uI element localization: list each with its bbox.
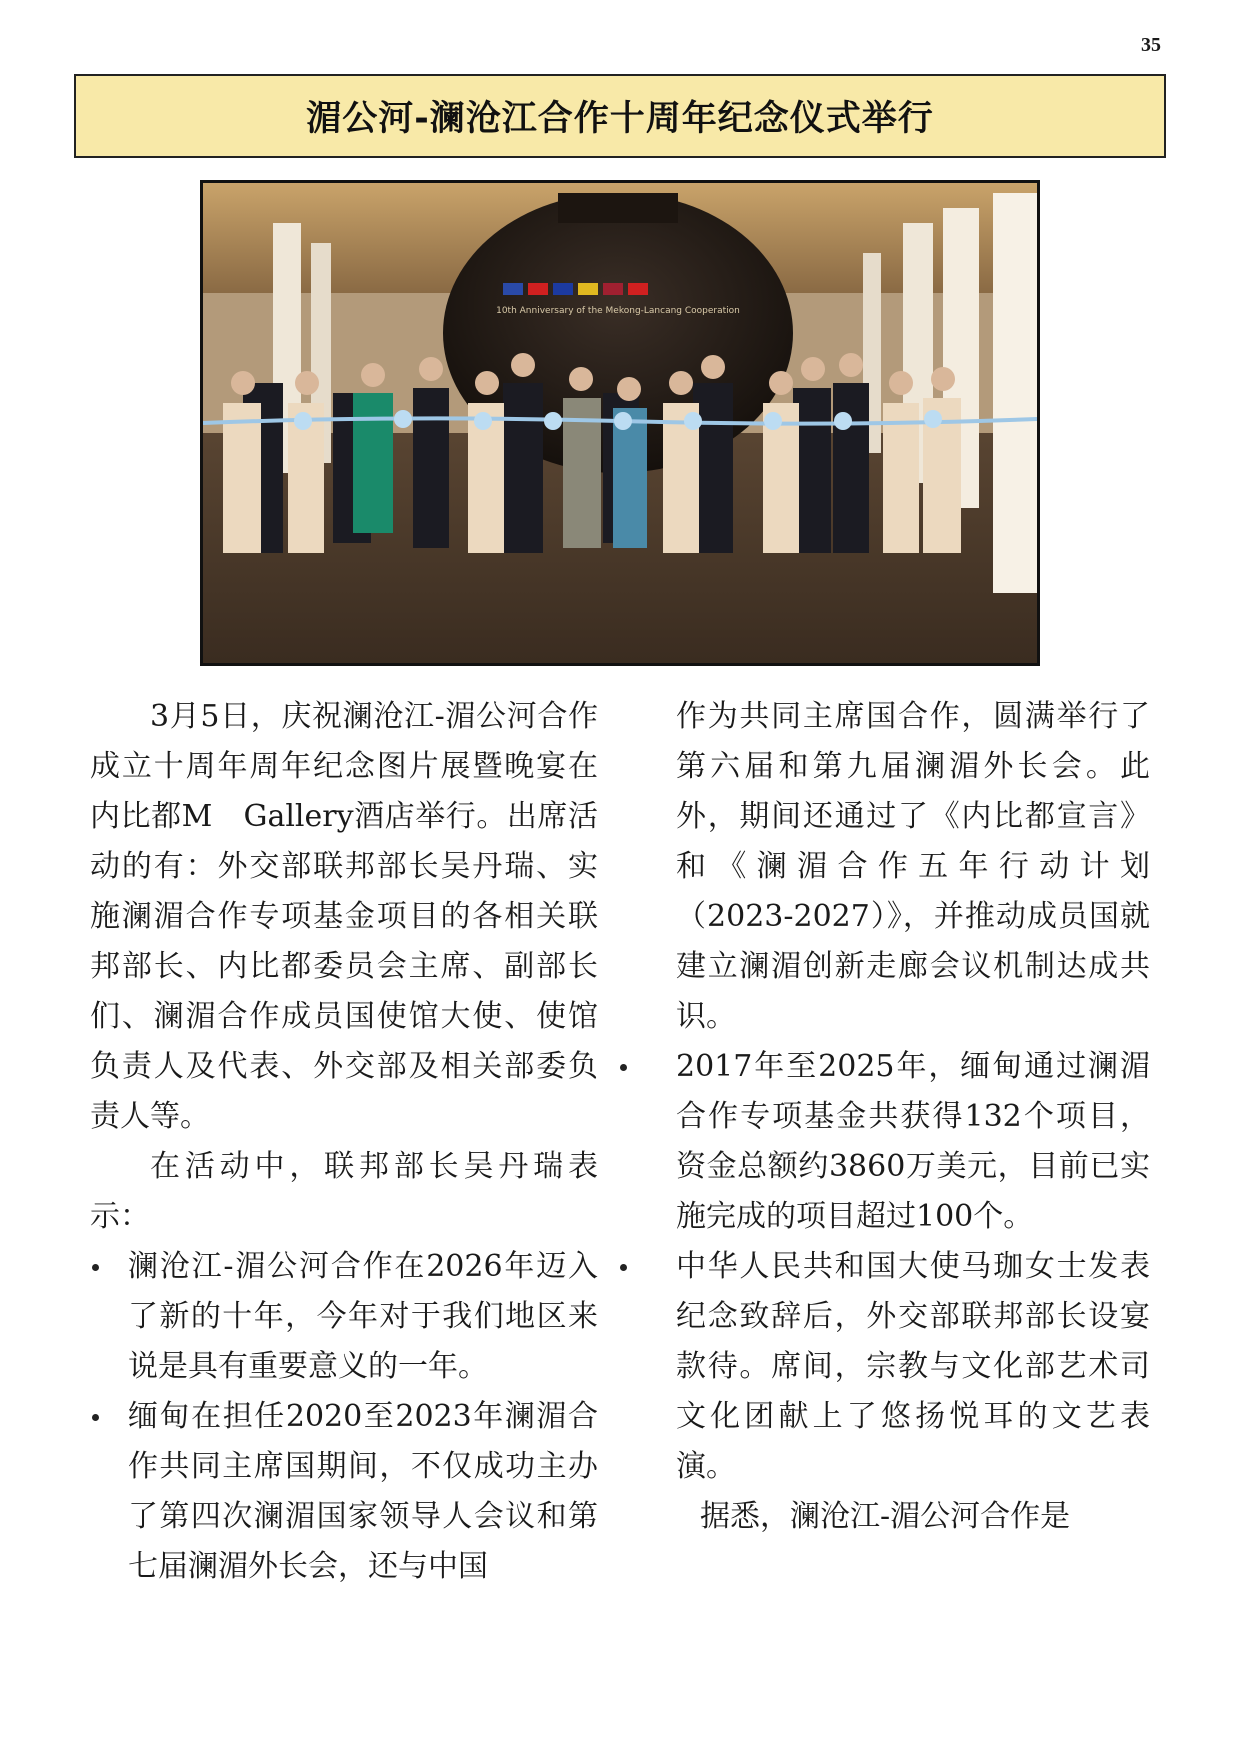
ribbon-cutting-scene xyxy=(203,183,1037,663)
right-column xyxy=(640,692,1150,1542)
event-photo xyxy=(200,180,1040,666)
statement-intro: 在活动中，联邦部长吴丹瑞表示： xyxy=(90,1149,598,1234)
intro-paragraph: 3月5日，庆祝澜沧江-湄公河合作成立十周年周年纪念图片展暨晚宴在内比都M Gallery酒店举行。出席活动的有：外交部联邦部长吴丹瑞、实施澜湄合作专项基金项目的各相关联邦部长、内比都委员会主席、副部长们、澜湄合作成员国使馆大使、使馆负责人及代表、外交部及相关部委负责人等。 xyxy=(90,699,598,1134)
closing-paragraph: 据悉，澜沧江-湄公河合作是 xyxy=(700,1499,1071,1534)
bullet-list-left xyxy=(90,1242,598,1592)
list-item: 中华人民共和国大使马珈女士发表纪念致辞后，外交部联邦部长设宴款待。席间，宗教与文化部艺术司文化团献上了悠扬悦耳的文艺表演。 xyxy=(640,1242,1150,1492)
list-item: 2017年至2025年，缅甸通过澜湄合作专项基金共获得132个项目，资金总额约3860万美元，目前已实施完成的项目超过100个。 xyxy=(640,1042,1150,1242)
list-item: 澜沧江-湄公河合作在2026年迈入了新的十年，今年对于我们地区来说是具有重要意义的一年。 xyxy=(90,1242,598,1392)
urn-banner-text: 10th Anniversary of the Mekong-Lancang Cooperation xyxy=(496,306,740,316)
page-number: 35 xyxy=(1141,34,1161,56)
left-column xyxy=(90,692,598,1592)
title-banner xyxy=(74,74,1166,158)
bullet-list-right xyxy=(640,1042,1150,1492)
continued-paragraph: 作为共同主席国合作，圆满举行了第六届和第九届澜湄外长会。此外，期间还通过了《内比都宣言》和《澜湄合作五年行动计划（2023-2027）》，并推动成员国就建立澜湄创新走廊会议机制达成共识。 xyxy=(676,699,1150,1034)
list-item: 缅甸在担任2020至2023年澜湄合作共同主席国期间，不仅成功主办了第四次澜湄国家领导人会议和第七届澜湄外长会，还与中国 xyxy=(90,1392,598,1592)
article-title: 湄公河-澜沧江合作十周年纪念仪式举行 xyxy=(306,99,934,139)
